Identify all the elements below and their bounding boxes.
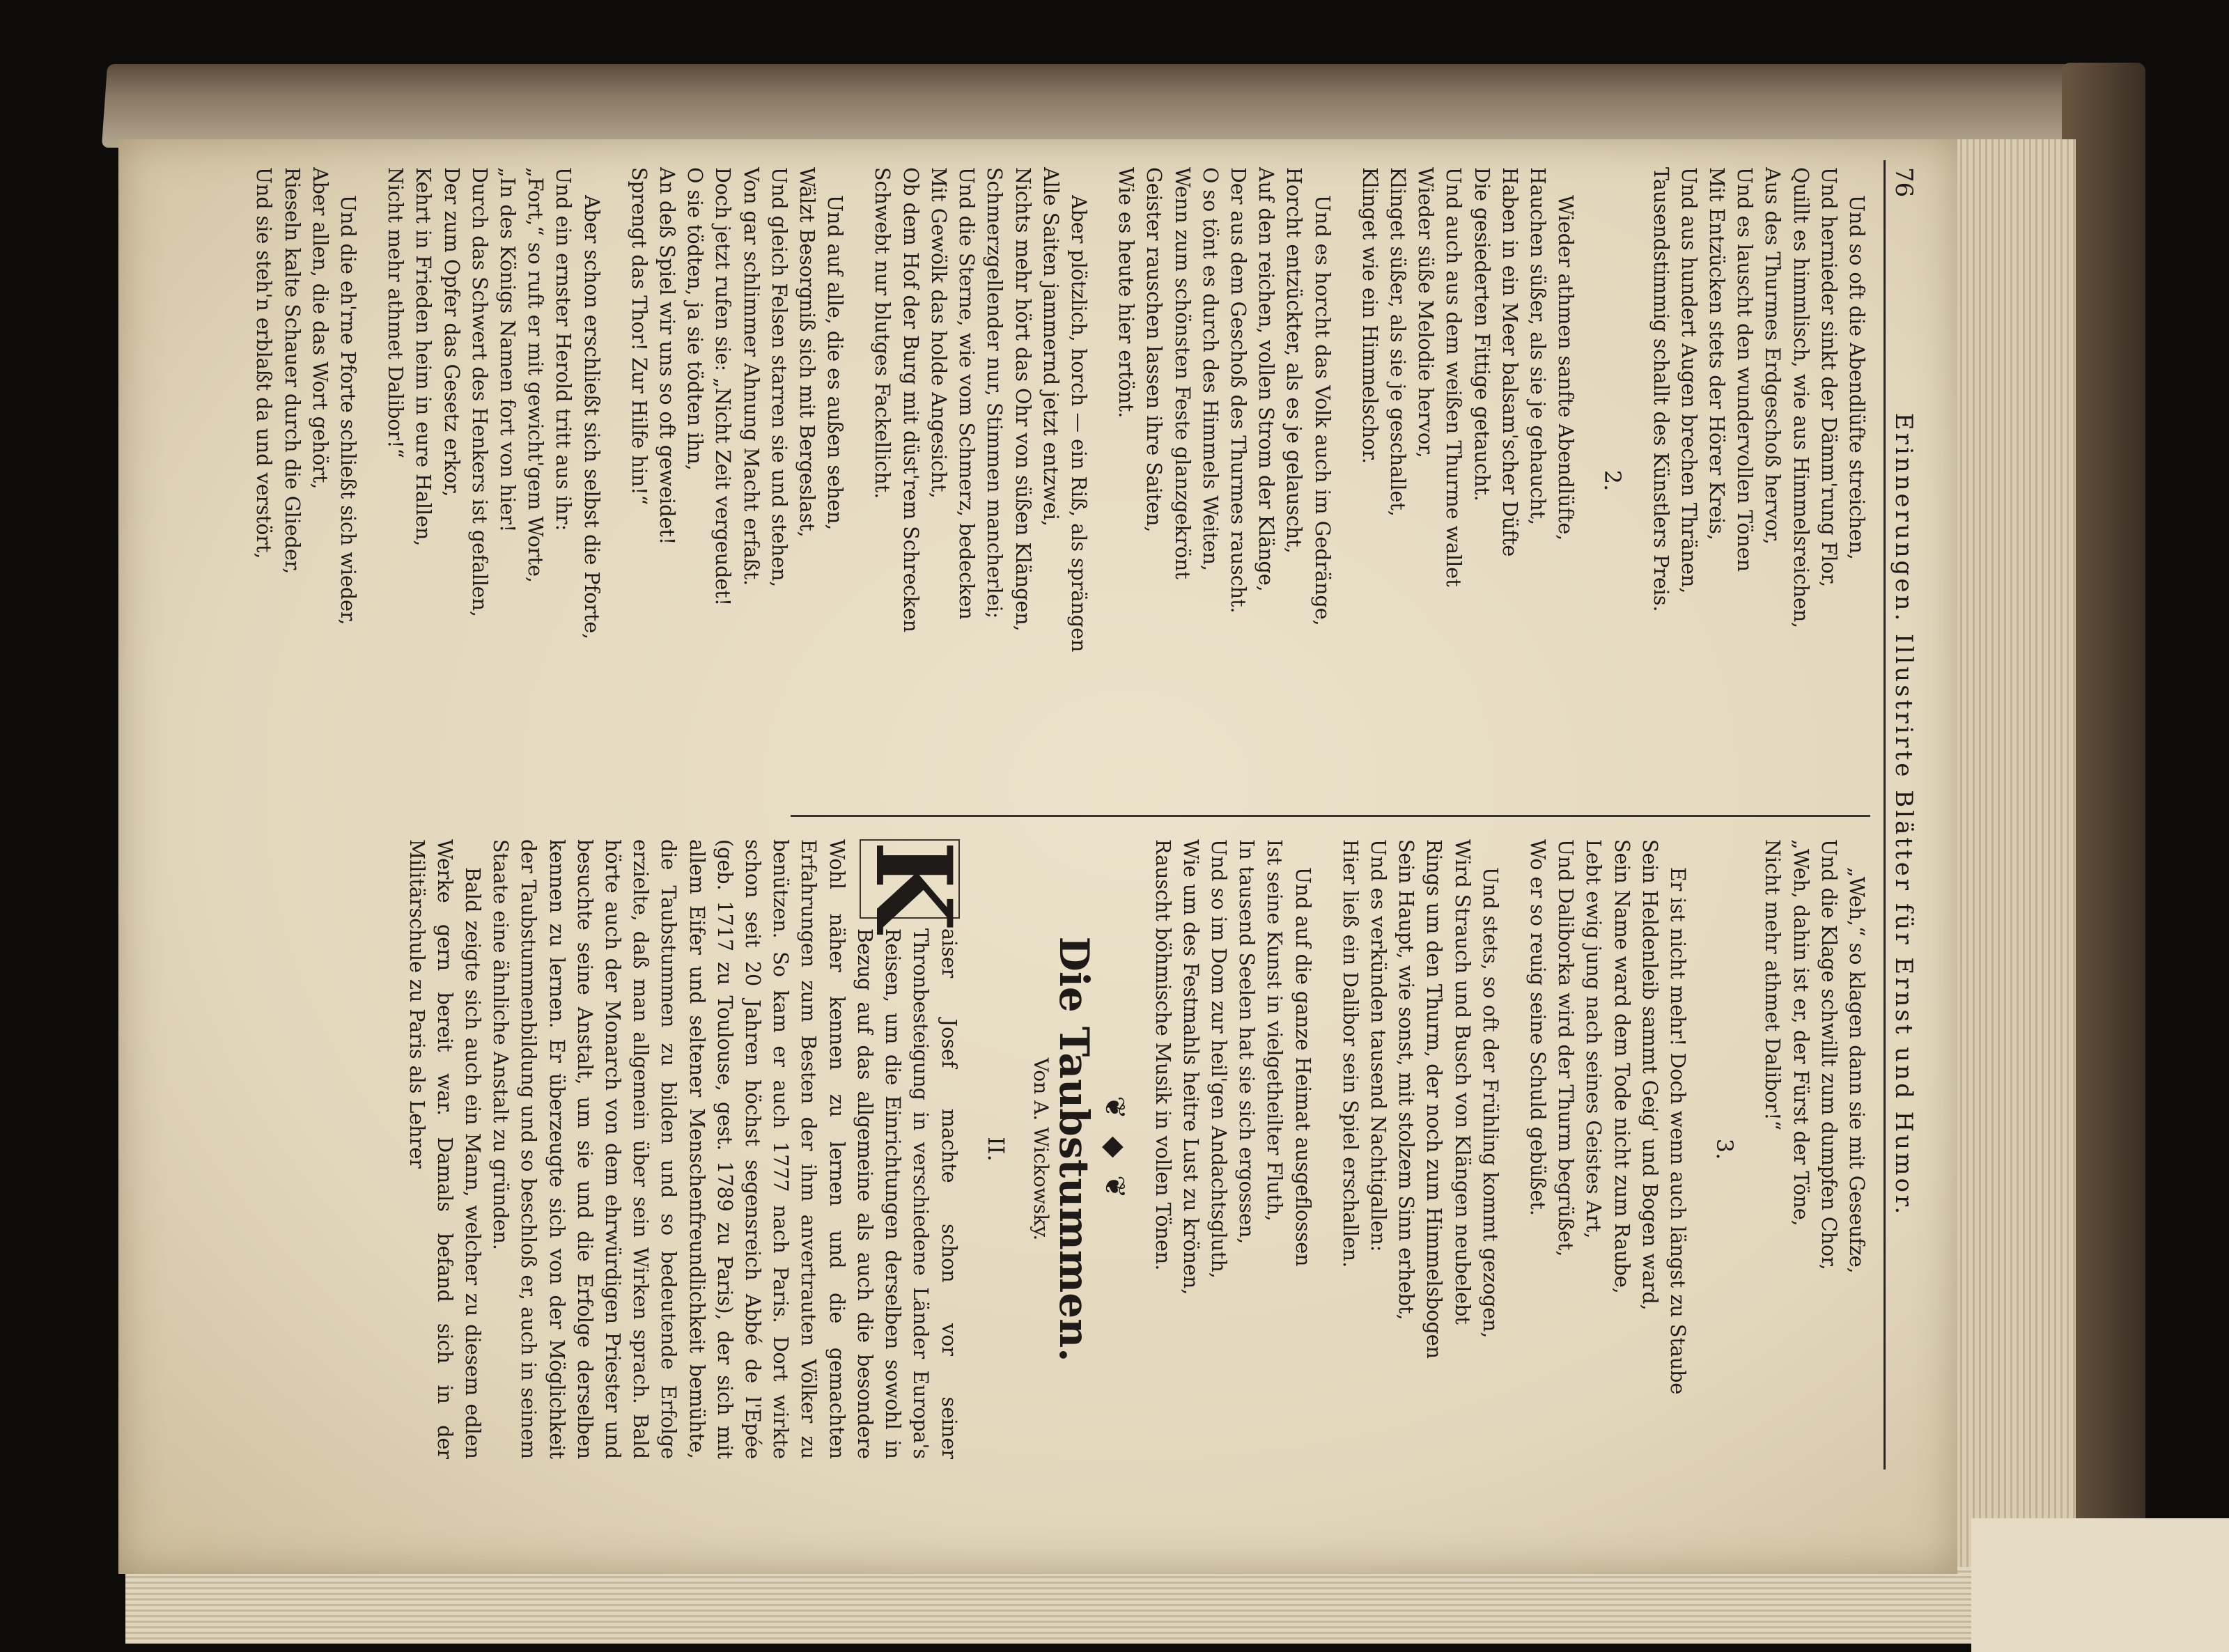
article-body [402, 839, 974, 1459]
poem-line: Und so oft die Abendlüfte streichen, [1845, 195, 1868, 560]
poem-line: „In des Königs Namen fort von hier! [496, 167, 520, 533]
left-column [230, 167, 1870, 794]
section-number-3: 3. [1711, 1138, 1739, 1160]
poem-stanza [1148, 839, 1316, 1459]
poem-line: Haben in ein Meer balsam'scher Düfte [1498, 167, 1521, 557]
poem-line: Und auch aus dem weißen Thurme wallet [1442, 167, 1466, 587]
poem-line: Ist seine Kunst in vielgetheilter Fluth, [1263, 839, 1287, 1222]
poem-section-2-continued [1758, 839, 1870, 1459]
poem-line: In tausend Seelen hat sie sich ergossen, [1235, 839, 1259, 1245]
poem-line: Und hernieder sinkt der Dämm'rung Flor, [1817, 167, 1840, 588]
poem-line: Aus des Thurmes Erdgeschoß hervor, [1761, 167, 1785, 545]
poem-line: Sein Name ward dem Tode nicht zum Raube, [1610, 839, 1633, 1294]
poem-line: O so tönt es durch des Himmels Weiten, [1198, 167, 1222, 572]
poem-line: Mit Entzücken stets der Hörer Kreis, [1704, 167, 1728, 540]
article-paragraph-2: Bald zeigte sich auch ein Mann, welcher zu diesem edlen Werke gern bereit war. Damals befand sich in der Militärschule zu Paris als Lehrer [405, 839, 485, 1459]
poem-line: Sein Heldenleib sammt Geig' und Bogen ward, [1638, 839, 1661, 1311]
poem-line: Die gesiederten Fittige getaucht. [1470, 167, 1493, 501]
poem-line: Rings um den Thurm, der noch zum Himmelsbogen [1422, 839, 1446, 1359]
poem-stanza [381, 167, 605, 794]
poem-line: O sie tödten, ja sie tödten ihn, [683, 167, 707, 471]
poem-line: Klinget süßer, als sie je geschallet, [1385, 167, 1409, 517]
poem-line: Schmerzgellender nur, Stimmen mancherlei; [983, 167, 1007, 619]
poem-line: Und so im Dom zur heil'gen Andachtsgluth, [1206, 839, 1230, 1279]
poem-line: Schwebt nur blutges Fackellicht. [871, 167, 894, 499]
poem-line: Lebt ewig jung nach seines Geistes Art, [1582, 839, 1606, 1239]
poem-line: Sein Haupt, wie sonst, mit stolzem Sinn erhebt, [1395, 839, 1418, 1320]
poem-line: Horcht entzückter, als es je gelauscht, [1282, 167, 1306, 554]
poem-line: Und es horcht das Volk auch im Gedränge, [1310, 195, 1334, 626]
poem-line: An deß Spiel wir uns so oft geweidet! [655, 167, 679, 545]
poem-line: Ob dem Hof der Burg mit düst'rem Schrecken [899, 167, 922, 633]
poem-stanza [249, 167, 362, 794]
section-number-2: 2. [1599, 469, 1626, 492]
poem-line: Und es verkünden tausend Nachtigallen: [1366, 839, 1390, 1252]
poem-line: Aber plötzlich, horch — ein Riß, als sprängen [1066, 195, 1090, 653]
poem-stanza [1356, 167, 1580, 794]
poem-line: Wälzt Besorgniß sich mit Bergeslast, [795, 167, 819, 538]
poem-stanza [1336, 839, 1504, 1459]
poem-line: „Weh,“ so klagen dann sie mit Geseufze, [1845, 867, 1868, 1274]
poem-stanza [1523, 839, 1691, 1459]
poem-line: Wie um des Festmahls heitre Lust zu krönen, [1179, 839, 1202, 1295]
poem-line: Aber allen, die das Wort gehört, [308, 167, 332, 490]
article-part-number: II. [982, 1137, 1009, 1162]
poem-line: Mit Gewölk das holde Angesicht, [926, 167, 950, 499]
poem-section-2 [249, 167, 1579, 794]
page-stack-edge [1943, 139, 2076, 1602]
poem-line: Wo er so reuig seine Schuld gebüßet. [1525, 839, 1549, 1216]
poem-section-1 [1646, 167, 1870, 794]
poem-line: Und ein ernster Herold tritt aus ihr: [552, 167, 575, 531]
poem-line: Wenn zum schönsten Feste glanzgekrönt [1170, 167, 1194, 579]
poem-line: „Fort,“ so ruft er mit gewicht'gem Worte, [524, 167, 547, 583]
poem-line: Sprengt das Thor! Zur Hilfe hin!“ [627, 167, 651, 506]
poem-line: Rauscht böhmische Musik in vollen Tönen. [1151, 839, 1174, 1271]
article-byline: Von A. Wickowsky. [1029, 1057, 1053, 1241]
poem-line: Und Daliborka wird der Thurm begrüßet, [1554, 839, 1578, 1257]
poem-line: Und aus hundert Augen brechen Thränen, [1677, 167, 1700, 594]
poem-line: Durch das Schwert des Henkers ist gefallen, [467, 167, 491, 618]
poem-stanza [868, 167, 1092, 794]
poem-line: Hauchen süßer, als sie je gehaucht, [1525, 167, 1549, 526]
poem-line: Geister rauschen lassen ihre Saiten, [1142, 167, 1166, 533]
poem-line: Nichts mehr hört das Ohr von süßen Klängen, [1011, 167, 1034, 632]
poem-line: Quillt es himmlisch, wie aus Himmelsreichen, [1789, 167, 1812, 629]
poem-stanza [1646, 167, 1870, 794]
page-text-block [108, 160, 1919, 1470]
poem-line: Und es lauscht den wundervollen Tönen [1733, 167, 1757, 572]
poem-stanza [1758, 839, 1870, 1459]
poem-line: Nicht mehr athmet Dalibor!“ [384, 167, 407, 459]
poem-line: Und die eh'rne Pforte schließt sich wieder, [336, 195, 360, 625]
ornament-divider: ❦ ◆ ❦ [1098, 1096, 1131, 1203]
poem-line: Auf den reichen, vollen Strom der Klänge, [1255, 167, 1278, 592]
poem-line: Und sie steh'n erblaßt da und verstört, [252, 167, 276, 559]
poem-line: Wird Strauch und Busch von Klängen neubelebt [1450, 839, 1474, 1325]
next-page-corner [1971, 1518, 2229, 1652]
page-stack-bottom [125, 1567, 2076, 1644]
running-head: Erinnerungen. Illustrirte Blätter für Ernst und Humor. [1890, 412, 1918, 1217]
poem-line: Er ist nicht mehr! Doch wenn auch längst zu Staube [1665, 867, 1689, 1395]
poem-line: Und gleich Felsen starren sie und stehen, [767, 167, 791, 588]
poem-line: Wieder athmen sanfte Abendlüfte, [1554, 195, 1578, 541]
poem-line: Alle Saiten jammernd jetzt entzwei, [1039, 167, 1062, 527]
page-number: 76 [1890, 167, 1918, 198]
poem-line: Und die Sterne, wie vom Schmerz, bedecken [955, 167, 979, 620]
poem-line: Kehrt in Frieden heim in eure Hallen, [412, 167, 435, 547]
poem-line: Wie es heute hier ertönt. [1114, 167, 1138, 419]
poem-line: „Weh, dahin ist er, der Fürst der Töne, [1789, 839, 1812, 1226]
article-title: Die Taubstummen. [1050, 936, 1098, 1362]
poem-line: Und auf alle, die es außen sehen, [823, 195, 847, 531]
drop-cap: K [851, 841, 974, 932]
poem-line: Nicht mehr athmet Dalibor!“ [1761, 839, 1785, 1131]
book-top-edge [102, 64, 2127, 148]
page-header [1884, 160, 1919, 1470]
poem-line: Klinget wie ein Himmelschor. [1358, 167, 1381, 464]
poem-line: Und auf die ganze Heimat ausgeflossen [1291, 867, 1314, 1267]
right-column [402, 839, 1870, 1459]
poem-line: Hier ließ ein Dalibor sein Spiel erschallen. [1338, 839, 1362, 1268]
poem-line: Von gar schlimmer Ahnung Macht erfaßt. [739, 167, 763, 586]
poem-stanza [1112, 167, 1336, 794]
poem-line: Wieder süße Melodie hervor, [1414, 167, 1438, 458]
poem-line: Und stets, so oft der Frühling kommt gezogen, [1478, 867, 1502, 1339]
poem-line: Doch jetzt rufen sie: „Nicht Zeit vergeudet! [711, 167, 735, 607]
poem-line: Der aus dem Geschoß des Thurmes rauscht. [1226, 167, 1250, 614]
poem-line: Rieseln kalte Schauer durch die Glieder, [280, 167, 304, 575]
poem-line: Der zum Opfer das Gesetz erkor, [440, 167, 463, 497]
poem-line: Tausendstimmig schallt des Künstlers Preis. [1649, 167, 1672, 612]
poem-line: Und die Klage schwillt zum dumpfen Chor, [1817, 839, 1840, 1270]
poem-stanza [625, 167, 849, 794]
poem-section-3 [1148, 839, 1691, 1459]
poem-line: Aber schon erschließt sich selbst die Pforte, [580, 195, 603, 640]
article-paragraph-1: aiser Josef machte schon vor seiner Thronbesteigung in verschiedene Länder Europa's Reisen, um die Einrichtungen derselben sowohl in Bezug auf das allgemeine als auch die besondere Wohl näher kennen zu lernen und die gemachten Erfahrungen zum Besten der ihm anvertrauten Völker zu benützen. So kam er auch 1777 nach Paris. Dort wirkte schon seit 20 Jahren höchst segensreich Abbé de l'Epée (geb. 1717 zu Toulouse, gest. 1789 zu Paris), der sich mit allem Eifer und seltener Menschenfreundlichkeit bemühte, die Taubstummen zu bilden und so bedeutende Erfolge erzielte, daß man allgemein über sein Wirken sprach. Bald hörte auch der Monarch von dem ehrwürdigen Priester und besuchte seine Anstalt, um sie und die Erfolge derselben kennen zu lernen. Er überzeugte sich von der Möglichkeit der Taubstummenbildung und so beschloß er, auch in seinem Staate eine ähnliche Anstalt zu gründen. [489, 839, 961, 1459]
column-divider [791, 815, 1870, 817]
